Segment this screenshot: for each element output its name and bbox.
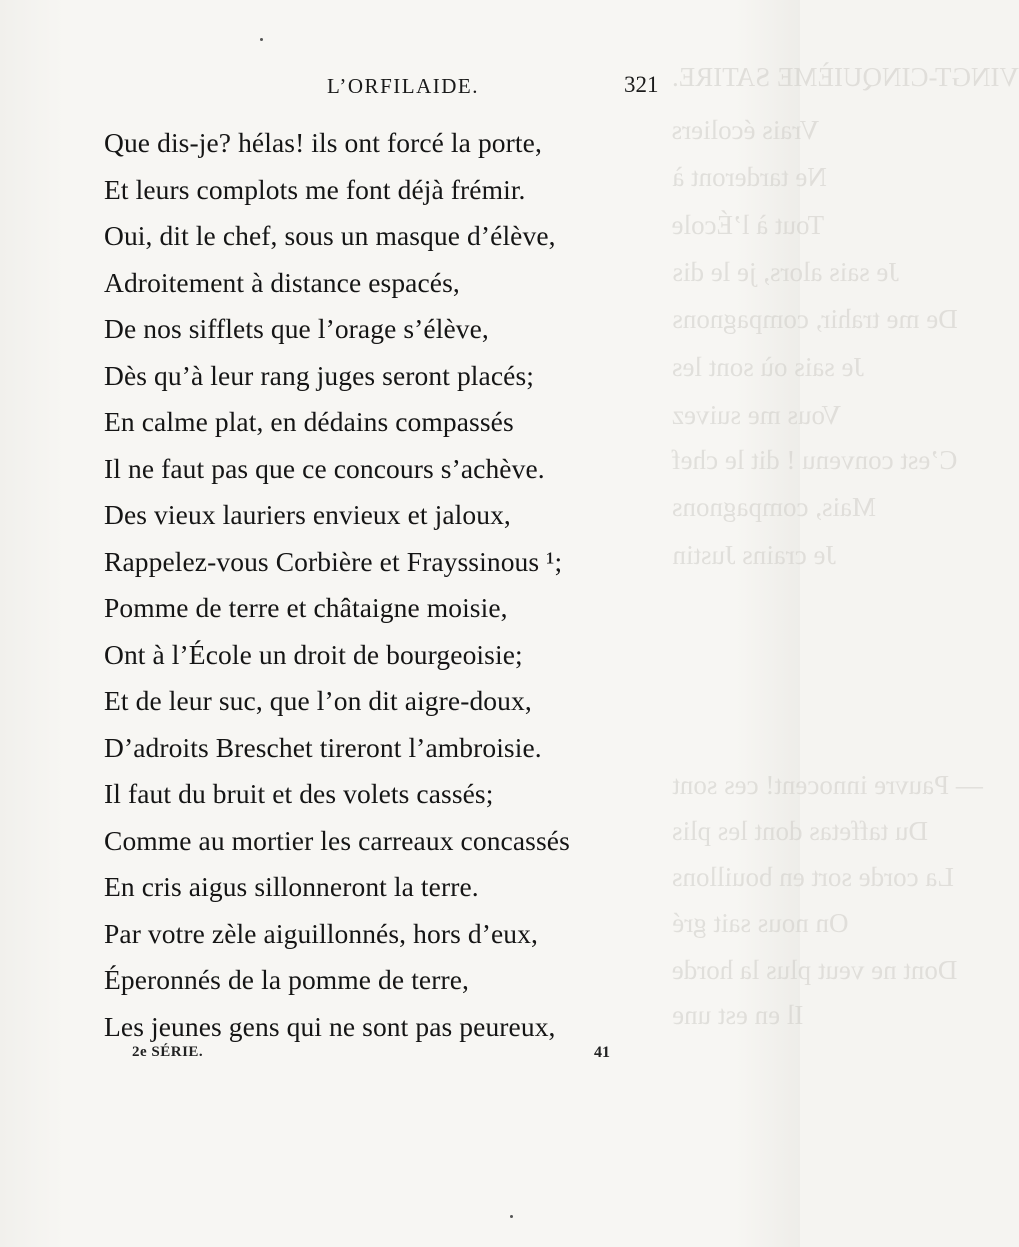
verse-line: D’adroits Breschet tireront l’ambroisie. — [104, 731, 542, 763]
bleed-line: Ne tarderont à — [672, 162, 827, 192]
bleed-line: Vous me suivez — [672, 400, 841, 430]
poem-verses — [104, 120, 570, 1050]
bleed-line: De me trahir, compagnons — [672, 304, 958, 334]
running-head — [0, 72, 800, 106]
paper-speck — [260, 38, 263, 41]
verse-line: Il faut du bruit et des volets cassés; — [104, 778, 494, 809]
bleed-line: Il en est une — [672, 1000, 804, 1030]
bleed-line: Je sais alors, je le dis — [672, 257, 899, 287]
verse-line: Adroitement à distance espacés, — [104, 266, 460, 298]
bleed-line: Tout à l’École — [672, 210, 825, 240]
bleed-line: Dont ne veut plus la horde — [672, 955, 958, 985]
verse-line: Dès qu’à leur rang juges seront placés; — [104, 359, 535, 391]
verse-line: Comme au mortier les carreaux concassés — [104, 824, 570, 856]
verse-line: Éperonnés de la pomme de terre, — [104, 964, 470, 995]
bleed-line: Je sais où sont les — [672, 352, 864, 382]
paper-speck — [510, 1215, 513, 1218]
verse-line: Pomme de terre et châtaigne moisie, — [104, 592, 508, 623]
verse-line: Et leurs complots me font déjà frémir. — [104, 173, 526, 205]
verse-line: Par votre zèle aiguillonnés, hors d’eux, — [104, 917, 538, 949]
verse-line: Des vieux lauriers envieux et jaloux, — [104, 499, 511, 530]
verse-line: Et de leur suc, que l’on dit aigre-doux, — [104, 685, 532, 716]
bleed-line: — Pauvre innocent! ces sont — [672, 770, 983, 800]
series-signature: 2e SÉRIE. — [132, 1044, 204, 1060]
bleed-line: Vrais écoliers — [672, 115, 820, 145]
verse-line: Que dis-je? hélas! ils ont forcé la porte, — [104, 127, 542, 158]
bleed-line: VINGT-CINQUIÈME SATIRE. — [672, 62, 1019, 92]
page-number: 321 — [624, 72, 659, 97]
verse-line: Ont à l’École un droit de bourgeoisie; — [104, 638, 523, 670]
bleed-line: Du taffetas dont les plis — [672, 816, 928, 846]
verse-line: En calme plat, en dédains compassés — [104, 406, 514, 437]
bleed-line: La corde sort en bouillons — [672, 862, 954, 892]
verse-line: En cris aigus sillonneront la terre. — [104, 871, 479, 902]
verse-line: De nos sifflets que l’orage s’élève, — [104, 313, 489, 344]
verse-line: Rappelez-vous Corbière et Frayssinous ¹; — [104, 545, 563, 577]
signature-number: 41 — [594, 1044, 610, 1061]
bleed-line: Je crains Justin — [672, 540, 836, 570]
running-title: L’ORFILAIDE. — [327, 74, 479, 98]
bleed-line: Mais, compagnons — [672, 492, 876, 522]
bleed-line: C’est convenu ! dit le chef — [672, 445, 958, 475]
verse-line: Il ne faut pas que ce concours s’achève. — [104, 452, 545, 484]
bleed-line: On nous sait gré — [672, 908, 849, 938]
verse-line: Oui, dit le chef, sous un masque d’élève, — [104, 220, 556, 251]
verse-line: Les jeunes gens qui ne sont pas peureux, — [104, 1010, 556, 1042]
page-footer — [0, 1044, 800, 1068]
